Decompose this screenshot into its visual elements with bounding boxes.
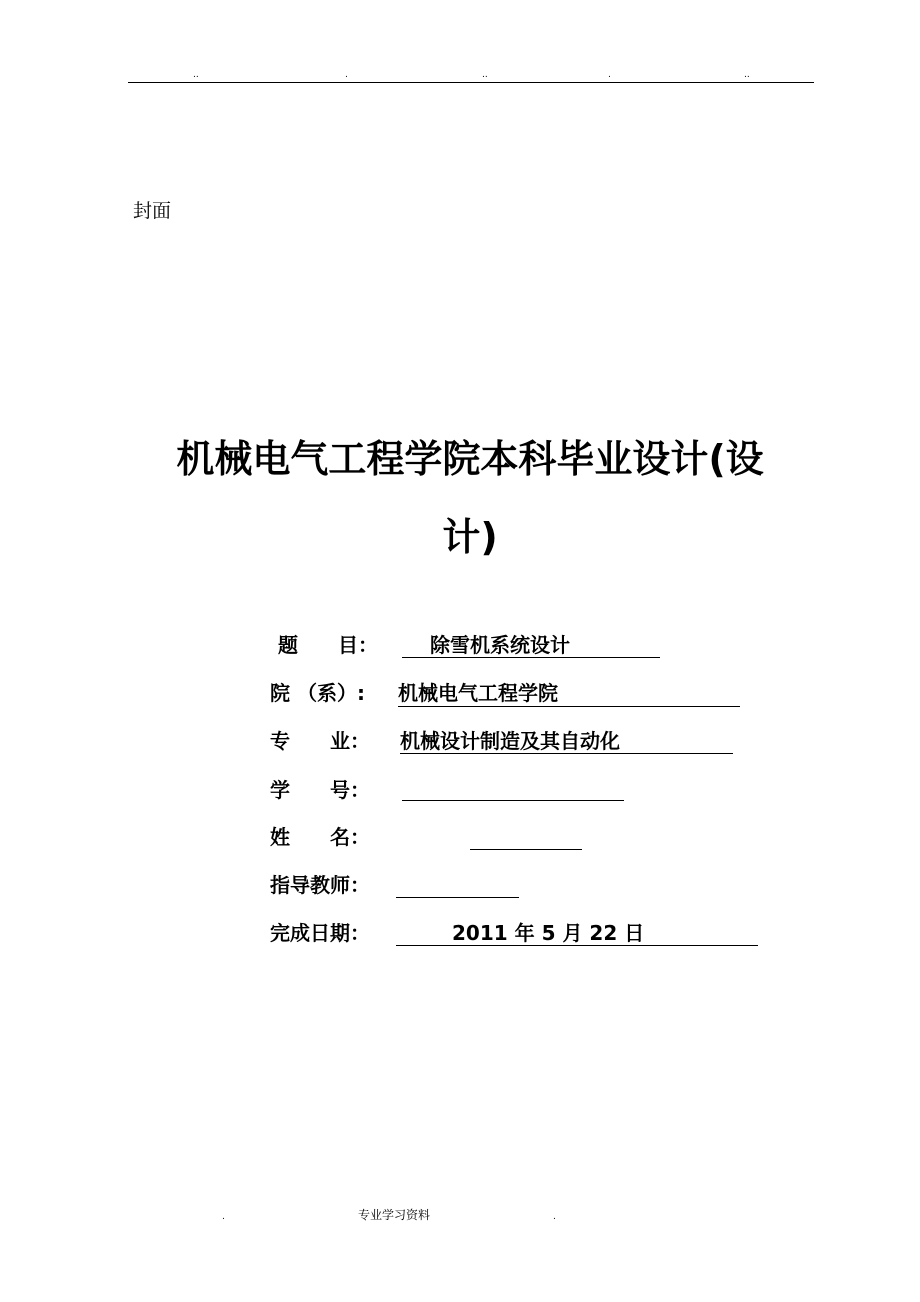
header-dot: .. (744, 70, 750, 80)
major-label: 专 业： (270, 729, 370, 753)
topic-value: 除雪机系统设计 (430, 633, 570, 657)
major-underline (400, 753, 733, 754)
name-label: 姓 名： (270, 825, 370, 849)
department-underline (398, 706, 740, 707)
footer-dot-left: . (222, 1212, 225, 1222)
main-title-line2: 计) (442, 515, 498, 559)
topic-label: 题 目： (278, 633, 378, 657)
header-dot: . (345, 70, 348, 80)
header-dot: .. (193, 70, 199, 80)
student-id-label: 学 号： (270, 778, 370, 802)
header-dot: . (608, 70, 611, 80)
department-value: 机械电气工程学院 (398, 681, 558, 705)
header-dot: .. (482, 70, 488, 80)
date-label: 完成日期： (270, 921, 370, 945)
name-underline (470, 849, 582, 850)
header-rule (128, 82, 814, 83)
department-label: 院 （系）: (270, 681, 365, 705)
main-title-line1: 机械电气工程学院本科毕业设计(设 (176, 437, 764, 481)
footer-text: 专业学习资料 (358, 1208, 431, 1222)
date-underline (396, 945, 758, 946)
main-title (120, 420, 820, 576)
advisor-underline (396, 897, 519, 898)
footer-dot-right: . (553, 1212, 556, 1222)
date-value: 2011 年 5 月 22 日 (452, 921, 645, 945)
major-value: 机械设计制造及其自动化 (400, 729, 620, 753)
cover-label: 封面 (133, 200, 172, 222)
advisor-label: 指导教师： (270, 873, 370, 897)
student-id-underline (402, 800, 624, 801)
topic-underline (402, 657, 660, 658)
